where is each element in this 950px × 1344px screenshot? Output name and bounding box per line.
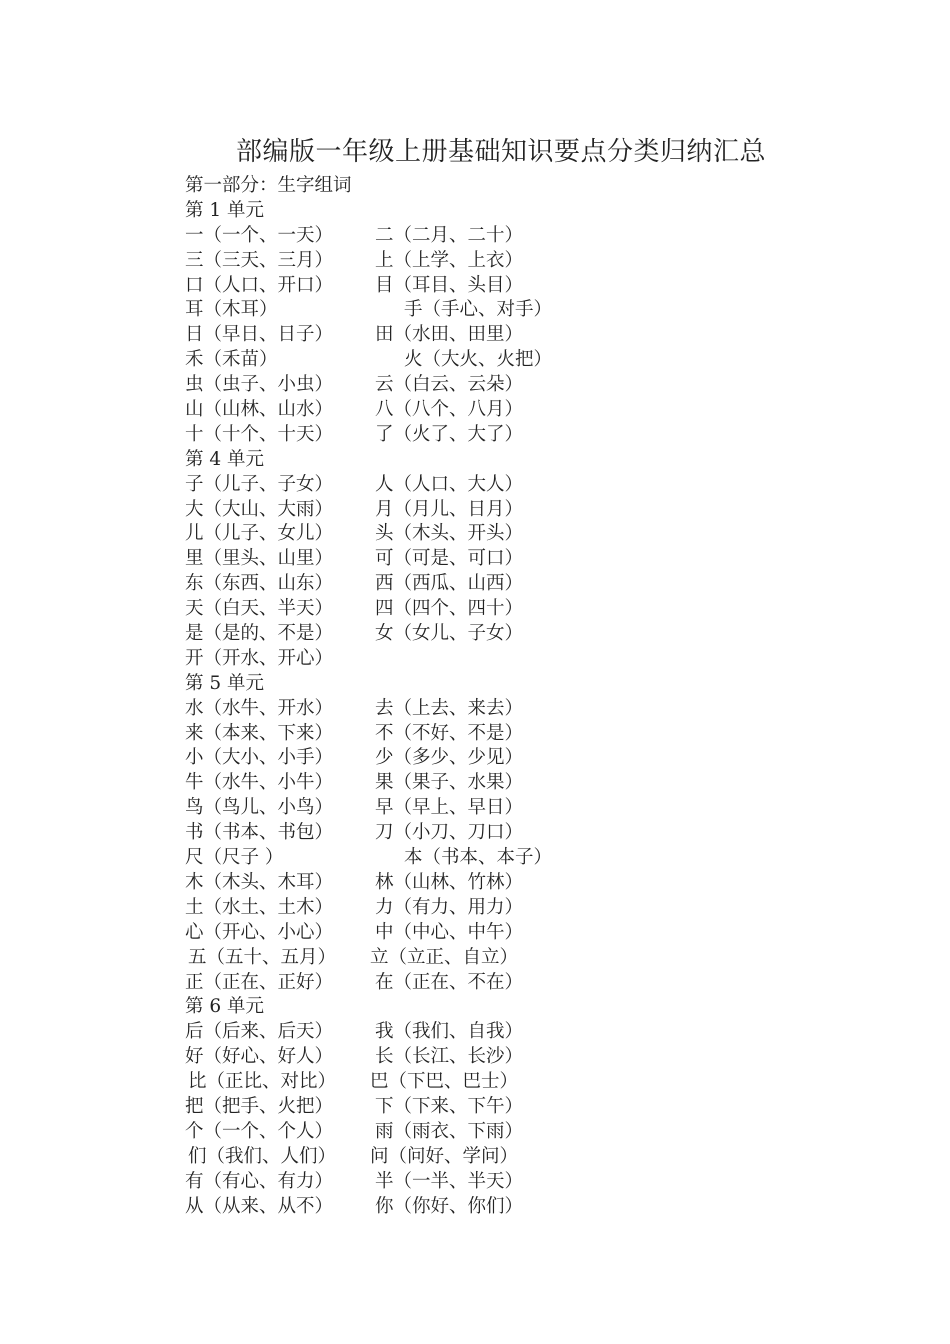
word-row: [185, 1145, 785, 1170]
word-entry: 正（正在、正好）: [185, 971, 334, 993]
word-row: [185, 249, 785, 274]
word-entry: 人（人口、大人）: [375, 473, 524, 495]
word-entry: 上（上学、上衣）: [375, 249, 524, 271]
word-row: [185, 1120, 785, 1145]
word-entry: 水（水牛、开水）: [185, 697, 334, 719]
word-row: [185, 946, 785, 971]
word-entry: 东（东西、山东）: [185, 573, 334, 595]
word-entry: 头（木头、开头）: [375, 523, 524, 545]
word-entry: 火（大火、火把）: [404, 349, 553, 371]
word-row: [185, 547, 785, 572]
word-entry: 问（问好、学问）: [370, 1145, 519, 1167]
word-entry: 五（五十、五月）: [188, 946, 337, 968]
part-heading: 第一部分：生字组词: [185, 175, 352, 196]
word-entry: 果（果子、水果）: [375, 772, 524, 794]
word-row: [185, 1095, 785, 1120]
word-row: [185, 298, 785, 323]
word-row: [185, 1045, 785, 1070]
word-row: [185, 771, 785, 796]
word-row: [185, 871, 785, 896]
word-row: [185, 274, 785, 299]
word-row: [185, 348, 785, 373]
word-row: [185, 722, 785, 747]
word-entry: 鸟（鸟儿、小鸟）: [185, 797, 334, 819]
word-entry: 不（不好、不是）: [375, 722, 524, 744]
word-entry: 立（立正、自立）: [370, 946, 519, 968]
word-entry: 个（一个、个人）: [185, 1120, 334, 1142]
word-entry: 可（可是、可口）: [375, 548, 524, 570]
word-entry: 去（上去、来去）: [375, 697, 524, 719]
word-row: [185, 971, 785, 996]
word-entry: 山（山林、山水）: [185, 399, 334, 421]
word-row: [185, 697, 785, 722]
word-row: [185, 597, 785, 622]
word-list: [185, 174, 785, 1219]
word-entry: 二（二月、二十）: [375, 224, 524, 246]
word-entry: 牛（水牛、小牛）: [185, 772, 334, 794]
word-entry: 木（木头、木耳）: [185, 871, 334, 893]
unit-heading: 第 6 单元: [185, 996, 265, 1018]
word-row: [185, 746, 785, 771]
word-entry: 有（有心、有力）: [185, 1170, 334, 1192]
word-entry: 从（从来、从不）: [185, 1195, 334, 1217]
word-row: [185, 1020, 785, 1045]
unit-heading: 第 5 单元: [185, 672, 265, 694]
word-row: [185, 473, 785, 498]
word-entry: 禾（禾苗）: [185, 349, 278, 371]
word-entry: 月（月儿、日月）: [375, 498, 524, 520]
word-entry: 刀（小刀、刀口）: [375, 822, 524, 844]
word-entry: 子（儿子、子女）: [185, 473, 334, 495]
word-row: [185, 796, 785, 821]
word-entry: 小（大小、小手）: [185, 747, 334, 769]
word-entry: 开（开水、开心）: [185, 647, 334, 669]
word-entry: 是（是的、不是）: [185, 623, 334, 645]
word-entry: 一（一个、一天）: [185, 224, 334, 246]
word-entry: 田（水田、田里）: [375, 324, 524, 346]
word-entry: 四（四个、四十）: [375, 598, 524, 620]
word-entry: 林（山林、竹林）: [375, 871, 524, 893]
word-entry: 西（西瓜、山西）: [375, 573, 524, 595]
word-entry: 来（本来、下来）: [185, 722, 334, 744]
word-entry: 了（火了、大了）: [375, 423, 524, 445]
word-row: [185, 821, 785, 846]
word-entry: 口（人口、开口）: [185, 274, 334, 296]
word-row: [185, 423, 785, 448]
word-entry: 耳（木耳）: [185, 299, 278, 321]
word-entry: 下（下来、下午）: [375, 1095, 524, 1117]
word-entry: 书（书本、书包）: [185, 822, 334, 844]
word-entry: 长（长江、长沙）: [375, 1046, 524, 1068]
word-entry: 目（耳目、头目）: [375, 274, 524, 296]
word-entry: 土（水土、土木）: [185, 896, 334, 918]
word-entry: 力（有力、用力）: [375, 896, 524, 918]
word-entry: 里（里头、山里）: [185, 548, 334, 570]
word-entry: 儿（儿子、女儿）: [185, 523, 334, 545]
word-row: [185, 398, 785, 423]
word-entry: 日（早日、日子）: [185, 324, 334, 346]
word-entry: 在（正在、不在）: [375, 971, 524, 993]
word-entry: 好（好心、好人）: [185, 1046, 334, 1068]
word-entry: 女（女儿、子女）: [375, 623, 524, 645]
word-entry: 巴（下巴、巴士）: [370, 1071, 519, 1093]
unit-heading: 第 1 单元: [185, 199, 265, 221]
word-entry: 早（早上、早日）: [375, 797, 524, 819]
word-entry: 十（十个、十天）: [185, 423, 334, 445]
word-row: [185, 622, 785, 647]
word-entry: 本（书本、本子）: [404, 847, 553, 869]
word-row: [185, 896, 785, 921]
word-entry: 雨（雨衣、下雨）: [375, 1120, 524, 1142]
word-entry: 们（我们、人们）: [188, 1145, 337, 1167]
word-row: [185, 1170, 785, 1195]
word-entry: 天（白天、半天）: [185, 598, 334, 620]
word-entry: 中（中心、中午）: [375, 921, 524, 943]
word-row: [185, 224, 785, 249]
word-entry: 手（手心、对手）: [404, 299, 553, 321]
page-title: 部编版一年级上册基础知识要点分类归纳汇总: [235, 137, 766, 167]
word-entry: 三（三天、三月）: [185, 249, 334, 271]
word-row: [185, 572, 785, 597]
word-row: [185, 373, 785, 398]
word-row: [185, 522, 785, 547]
word-row: [185, 323, 785, 348]
word-entry: 大（大山、大雨）: [185, 498, 334, 520]
word-entry: 我（我们、自我）: [375, 1021, 524, 1043]
word-entry: 尺（尺子 ）: [185, 847, 284, 869]
word-row: [185, 647, 785, 672]
word-row: [185, 1070, 785, 1095]
word-entry: 半（一半、半天）: [375, 1170, 524, 1192]
word-row: [185, 498, 785, 523]
word-entry: 后（后来、后天）: [185, 1021, 334, 1043]
word-row: [185, 1195, 785, 1220]
word-entry: 心（开心、小心）: [185, 921, 334, 943]
word-entry: 比（正比、对比）: [188, 1071, 337, 1093]
unit-heading: 第 4 单元: [185, 448, 265, 470]
word-entry: 八（八个、八月）: [375, 399, 524, 421]
word-row: [185, 921, 785, 946]
word-entry: 你（你好、你们）: [375, 1195, 524, 1217]
word-entry: 虫（虫子、小虫）: [185, 374, 334, 396]
word-entry: 把（把手、火把）: [185, 1095, 334, 1117]
word-entry: 云（白云、云朵）: [375, 374, 524, 396]
word-row: [185, 846, 785, 871]
word-entry: 少（多少、少见）: [375, 747, 524, 769]
